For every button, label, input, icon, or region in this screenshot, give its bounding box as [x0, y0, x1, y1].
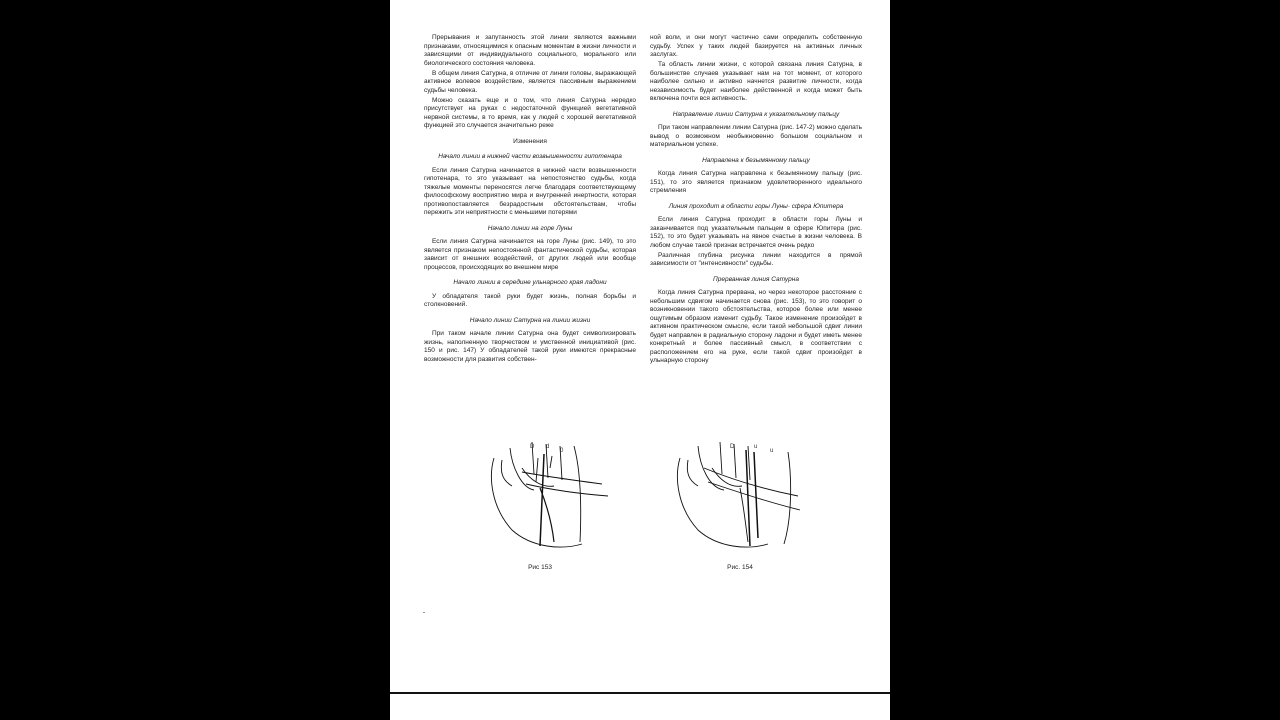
book-page: [390, 0, 890, 720]
palm-drawing-153: [482, 438, 682, 558]
paragraph: При таком направлении линии Сатурна (рис. 147-2) можно сделать вывод о возможном необыкновенно большом социальном и материальном успехе.: [650, 124, 862, 148]
section-heading: Прерванная линия Сатурна: [713, 275, 799, 283]
scan-speck: [423, 612, 425, 613]
section-heading: Начало линии на горе Луны: [487, 224, 573, 232]
paragraph: ной воли, и они могут частично сами определить собственную судьбу. Успех у таких людей базируется на активных личных заслугах.: [650, 34, 862, 58]
svg-text:u: u: [754, 444, 758, 450]
paragraph: В общем линия Сатурна, в отличие от линии головы, выражающей активное волевое воздействие, является пассивным выражением судьбы человека.: [424, 69, 636, 94]
paragraph: Когда линия Сатурна прервана, но через некоторое расстояние с небольшим сдвигом начинается снова (рис. 153), то это говорит о возникновении такого обстоятельства, которое более или менее ощутимым образом изменит судьбу. Такое изменение произойдет в активном практическом смысле, если такой небольшой сдвиг линии будет направлен в радиальную сторону ладони и будет иметь менее конкретный и более пассивный смысл, в соответствии с расположением его на руке, если такой сдвиг произойдет в ульнарную сторону: [650, 289, 862, 364]
left-text-column: [424, 34, 636, 366]
paragraph: Можно сказать еще и о том, что линия Сатурна нередко присутствует на руках с недостаточной функцией вегетативной нервной системы, в то время, как у людей с хорошей вегетативной функцией это случается значительно реже: [424, 96, 636, 129]
svg-text:D: D: [730, 444, 735, 450]
svg-text:u: u: [770, 448, 774, 454]
svg-text:D: D: [530, 444, 535, 450]
section-heading: Начало линии в середине ульнарного края ладони: [453, 279, 607, 286]
palm-figure-154: [668, 438, 868, 558]
paragraph: При таком начале линии Сатурна она будет символизировать жизнь, наполненную творчеством и умственной инициативой (рис. 150 и рис. 147) У обладателей такой руки имеются прекрасные возможности для развития собствен-: [424, 330, 636, 363]
svg-text:d: d: [546, 444, 550, 450]
paragraph: Если линия Сатурна начинается на горе Луны (рис. 149), то это является признаком непостоянной фантастической судьбы, которая зависит от внешних воздействий, от других людей или вообще процессов, происходящих во внешнем мире: [424, 238, 636, 271]
section-heading: Линия проходит в области горы Луны· сфера Юпитера: [668, 202, 844, 210]
section-heading: Начало линии Сатурна на линии жизни: [469, 316, 591, 324]
paragraph: У обладателя такой руки будет жизнь, полная борьбы и столкновений.: [424, 292, 636, 308]
figure-caption-154: Рис. 154: [727, 564, 753, 571]
palm-drawing-154: [668, 438, 868, 558]
section-heading: Начало линии в нижней части возвышенности гипотенара: [438, 153, 622, 160]
palm-figure-153: [482, 438, 682, 558]
paragraph: Если линия Сатурна проходит в области горы Луны и заканчивается под указательным пальцем в сфере Юпитера (рис. 152), то это будет указывать на явное счастье в жизни человека. В любом случае такой признак встречается очень редко: [650, 216, 862, 249]
paragraph: Прерывания и запутанность этой линии являются важными признаками, относящимися к опасным моментам в жизни личности и зависящими от индивидуального социального, морального или биологического состояния человека.: [424, 34, 636, 67]
paragraph: Если линия Сатурна начинается в нижней части возвышенности гипотенара, то это указывает на непостоянство судьбы, когда тяжелые моменты переносятся легче благодаря соответствующему философскому восприятию мира и внутренней инертности, которая противопоставляется безрадостным обстоятельствам, чтобы пережить эти неприятности с меньшими потерями: [424, 166, 636, 216]
section-heading: Направлена к безымянному пальцу: [702, 156, 810, 164]
svg-text:0: 0: [560, 448, 564, 454]
section-heading: Направление линии Сатурна к указательному пальцу: [672, 110, 840, 118]
right-text-column: [650, 34, 862, 367]
paragraph: Когда линия Сатурна направлена к безымянному пальцу (рис. 151), то это является признаком удовлетворенного идеального стремления: [650, 170, 862, 194]
figure-caption-153: Рис 153: [528, 564, 552, 571]
paragraph: Различная глубина рисунка линии находится в прямой зависимости от "интенсивности" судьбы.: [650, 251, 862, 267]
page-bottom-rule: [390, 692, 890, 694]
section-heading: Изменения: [513, 137, 547, 145]
paragraph: Та область линии жизни, с которой связана линия Сатурна, в большинстве случаев указывает нам на тот момент, от которого наиболее сильно и активно начнется развитие личности, когда независимость будет наиболее действенной и когда может быть включена почти вся активность.: [650, 61, 862, 102]
